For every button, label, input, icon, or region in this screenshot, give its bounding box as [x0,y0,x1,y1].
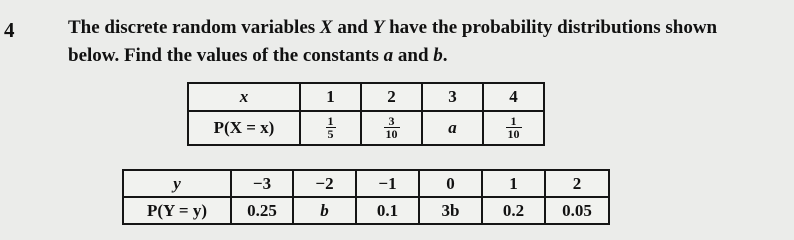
table-x-value-cell: 2 [361,83,422,111]
table-y-value-row [123,170,609,197]
distribution-table-x [187,82,545,146]
fraction: $\frac{1}{5}$ [327,114,334,142]
fraction: $\frac{3}{10}$ [385,114,398,142]
table-y-prob-cell: 0.2 [482,197,545,224]
table-y-prob-cell: b [293,197,356,224]
table-y-prob-cell: 0.1 [356,197,419,224]
table-x-prob-cell [483,111,544,145]
table-x-value-cell: 4 [483,83,544,111]
table-y-value-cell: −1 [356,170,419,197]
distribution-table-y [122,169,610,225]
table-x-value-cell: 1 [300,83,361,111]
table-x-prob-cell [361,111,422,145]
table-x-prob-cell: a [422,111,483,145]
table-y-prob-cell: 0.05 [545,197,609,224]
table-x-value-row [188,83,544,111]
question-text-line-1: The discrete random variables X and Y have the probability distributions shown [68,17,718,38]
table-y-prob-cell: 3b [419,197,482,224]
table-y-prob-label: P(Y = y) [123,197,231,224]
table-y-probability-row [123,197,609,224]
table-x-probability-row [188,111,544,145]
table-x-value-cell: 3 [422,83,483,111]
table-y-value-cell: −2 [293,170,356,197]
table-y-value-cell: 1 [482,170,545,197]
table-y-value-cell: −3 [231,170,293,197]
table-y-prob-cell: 0.25 [231,197,293,224]
table-x-header-label: x [188,83,300,111]
table-y-value-cell: 2 [545,170,609,197]
table-y-header-label: y [123,170,231,197]
table-x-prob-label: P(X = x) [188,111,300,145]
question-text-line-2: below. Find the values of the constants a and b. [68,45,448,66]
question-number: 4 [4,18,15,42]
fraction: $\frac{1}{10}$ [507,114,520,142]
table-y-value-cell: 0 [419,170,482,197]
table-x-prob-cell [300,111,361,145]
